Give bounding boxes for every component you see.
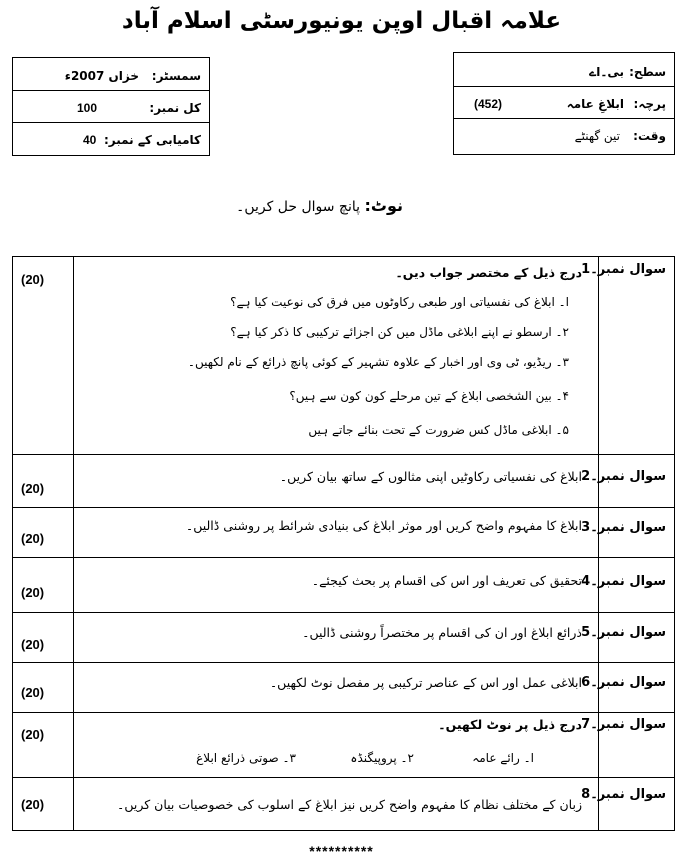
sub-question: ۴۔ بین الشخصی ابلاغ کے تین مرحلے کون کون سے ہیں؟	[289, 389, 569, 403]
total-marks-label: کل نمبر:	[149, 101, 201, 115]
questions-table	[12, 256, 675, 831]
question-marks: (20)	[21, 727, 45, 742]
question-text: ابلاغ کا مفہوم واضح کریں اور موثر ابلاغ کی بنیادی شرائط پر روشنی ڈالیں۔	[185, 518, 582, 533]
row-divider	[13, 777, 674, 778]
divider	[13, 122, 209, 123]
question-label: سوال نمبر۔8	[581, 787, 666, 802]
sub-question: ا۔ ابلاغ کی نفسیاتی اور طبعی رکاوٹوں میں فرق کی نوعیت کیا ہے؟	[230, 295, 569, 309]
paper-code: (452)	[474, 97, 503, 111]
question-label: سوال نمبر۔1	[581, 262, 666, 277]
question-label: سوال نمبر۔4	[581, 574, 666, 589]
semester-label: سمسٹر:	[151, 69, 201, 83]
question-marks: (20)	[21, 797, 45, 812]
question-label: سوال نمبر۔5	[581, 625, 666, 640]
paper-row	[454, 92, 674, 117]
question-marks: (20)	[21, 585, 45, 600]
question-text: ابلاغی عمل اور اس کے عناصر ترکیبی پر مفصل نوٹ لکھیں۔	[269, 675, 582, 690]
semester-value: خزاں 2007ء	[64, 69, 139, 83]
question-text: درج ذیل پر نوٹ لکھیں۔	[438, 717, 582, 732]
row-divider	[13, 507, 674, 508]
course-info-box	[453, 52, 675, 155]
question-text: زبان کے مختلف نظام کا مفہوم واضح کریں نیز ابلاغ کے اسلوب کی خصوصیات بیان کریں۔	[117, 797, 582, 812]
instructions-note	[236, 196, 403, 215]
question-text: ذرائع ابلاغ اور ان کی اقسام پر مختصراً روشنی ڈالیں۔	[302, 625, 582, 640]
level-label: سطح:	[629, 65, 666, 79]
divider	[13, 90, 209, 91]
row-divider	[13, 662, 674, 663]
sub-question: ا۔ رائے عامہ	[472, 751, 534, 765]
semester-row	[13, 64, 209, 89]
question-marks: (20)	[21, 481, 45, 496]
row-divider	[13, 557, 674, 558]
question-marks: (20)	[21, 685, 45, 700]
question-label: سوال نمبر۔2	[581, 469, 666, 484]
total-marks-value: 100	[77, 101, 98, 115]
sub-question: ۲۔ پروپیگنڈہ	[350, 751, 414, 765]
row-divider	[13, 612, 674, 613]
sub-question: ۳۔ ریڈیو، ٹی وی اور اخبار کے علاوہ تشہیر کے کوئی پانچ ذرائع کے نام لکھیں۔	[187, 355, 569, 369]
paper-label: پرچہ:	[633, 97, 666, 111]
row-divider	[13, 454, 674, 455]
question-marks: (20)	[21, 272, 45, 287]
question-text: تحقیق کی تعریف اور اس کی اقسام پر بحث کیجئے۔	[311, 573, 582, 588]
question-label: سوال نمبر۔6	[581, 675, 666, 690]
sub-question: ۵۔ ابلاغی ماڈل کس ضرورت کے تحت بنائے جاتے ہیں	[308, 423, 569, 437]
row-divider	[13, 712, 674, 713]
exam-info-box	[12, 57, 210, 156]
divider	[454, 118, 674, 119]
time-value: تین گھنٹے	[574, 129, 620, 143]
note-label: نوٹ:	[364, 196, 403, 215]
level-row	[454, 60, 674, 85]
time-label: وقت:	[633, 129, 666, 143]
question-label: سوال نمبر۔7	[581, 717, 666, 732]
label-column-divider	[598, 257, 599, 830]
note-text: پانچ سوال حل کریں۔	[236, 199, 361, 215]
question-marks: (20)	[21, 531, 45, 546]
divider	[454, 86, 674, 87]
total-marks-row	[13, 96, 209, 121]
question-marks: (20)	[21, 637, 45, 652]
paper-value: ابلاغِ عامہ	[566, 97, 624, 111]
question-text: درج ذیل کے مختصر جواب دیں۔	[395, 265, 582, 280]
pass-marks-row	[13, 128, 209, 153]
pass-marks-value: 40	[83, 133, 97, 147]
time-row	[454, 124, 674, 149]
university-title: علامہ اقبال اوپن یونیورسٹی اسلام آباد	[121, 8, 562, 34]
sub-question: ۲۔ ارسطو نے اپنے ابلاغی ماڈل میں کن اجزائے ترکیبی کا ذکر کیا ہے؟	[230, 325, 569, 339]
sub-question: ۳۔ صوتی ذرائع ابلاغ	[196, 751, 296, 765]
level-value: بی۔اے	[589, 65, 624, 79]
question-text: ابلاغ کی نفسیاتی رکاوٹیں اپنی مثالوں کے ساتھ بیان کریں۔	[279, 469, 582, 484]
question-label: سوال نمبر۔3	[581, 520, 666, 535]
pass-marks-label: کامیابی کے نمبر:	[103, 133, 201, 147]
end-stars: **********	[309, 843, 374, 859]
marks-column-divider	[73, 257, 74, 830]
